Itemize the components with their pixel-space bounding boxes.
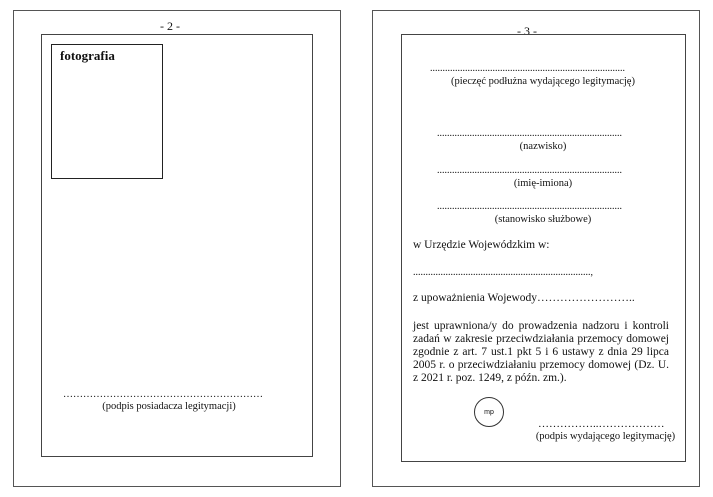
position-line: ..........................................................................: [437, 202, 622, 212]
photo-label: fotografia: [60, 48, 115, 63]
authorization-text: z upoważnienia Wojewody……………………..: [413, 292, 635, 304]
office-text: w Urzędzie Wojewódzkim w:: [413, 239, 550, 251]
holder-signature-caption: (podpis posiadacza legitymacji): [102, 401, 236, 412]
name-line: ..........................................................................: [437, 166, 622, 176]
seal-label: mp: [484, 408, 494, 416]
office-line: .......................................................................,: [413, 268, 593, 278]
left-page-number: - 2 -: [160, 19, 180, 33]
right-page-number: - 3 -: [517, 24, 537, 38]
surname-line: ..........................................................................: [437, 129, 622, 139]
issuer-signature-line: ……………..………………: [538, 419, 665, 429]
position-caption: (stanowisko służbowe): [494, 214, 592, 225]
authorization-statement: jest uprawniona/y do prowadzenia nadzoru i kontroli zadań w zakresie przeciwdziałania przemocy domowej zgodnie z art. 7 ust.1 pkt 5 i 6 ustawy z dnia 29 lipca 2005 r. o przeciwdziałaniu przemocy domowej (Dz. U. z 2021 r. poz. 1249, z późn. zm.).: [413, 320, 669, 384]
issuer-signature-caption: (podpis wydającego legitymację): [535, 431, 676, 442]
surname-caption: (nazwisko): [519, 141, 567, 152]
stamp-line: ..............................................................................: [430, 64, 625, 74]
seal-circle: [474, 397, 504, 427]
name-caption: (imię-imiona): [513, 178, 573, 189]
holder-signature-line: ……………………………………………………: [63, 390, 263, 400]
stamp-caption: (pieczęć podłużna wydającego legitymację): [451, 76, 635, 87]
photo-box: [51, 44, 163, 179]
